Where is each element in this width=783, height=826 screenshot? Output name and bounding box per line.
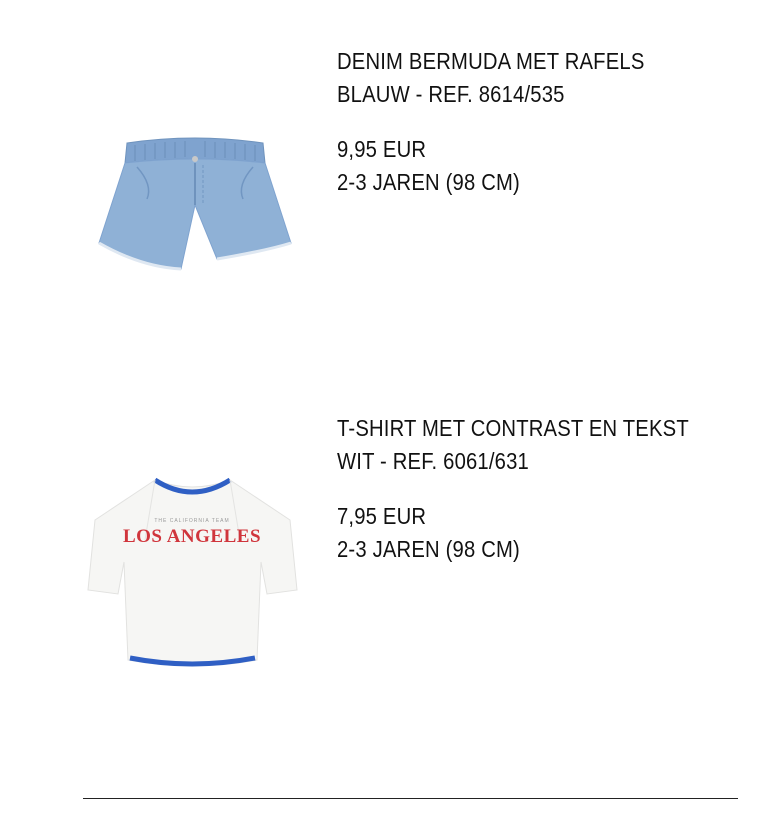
tshirt-image[interactable]: [85, 470, 300, 675]
product-price: 7,95 EUR: [337, 503, 427, 529]
product-name[interactable]: T-SHIRT MET CONTRAST EN TEKST: [337, 415, 689, 441]
product-price: 9,95 EUR: [337, 136, 427, 162]
order-item: [0, 380, 783, 720]
product-info: [337, 412, 757, 566]
svg-text:THE CALIFORNIA TEAM: THE CALIFORNIA TEAM: [154, 518, 230, 524]
product-info: [337, 45, 757, 199]
denim-shorts-image[interactable]: [95, 125, 295, 275]
order-item: [0, 0, 783, 340]
divider: [83, 798, 738, 799]
product-size: 2-3 JAREN (98 CM): [337, 536, 520, 562]
product-size: 2-3 JAREN (98 CM): [337, 169, 520, 195]
product-color-ref: WIT - REF. 6061/631: [337, 448, 529, 474]
tshirt-print-text: LOS ANGELES: [122, 526, 262, 547]
product-name[interactable]: DENIM BERMUDA MET RAFELS: [337, 48, 645, 74]
product-color-ref: BLAUW - REF. 8614/535: [337, 81, 565, 107]
